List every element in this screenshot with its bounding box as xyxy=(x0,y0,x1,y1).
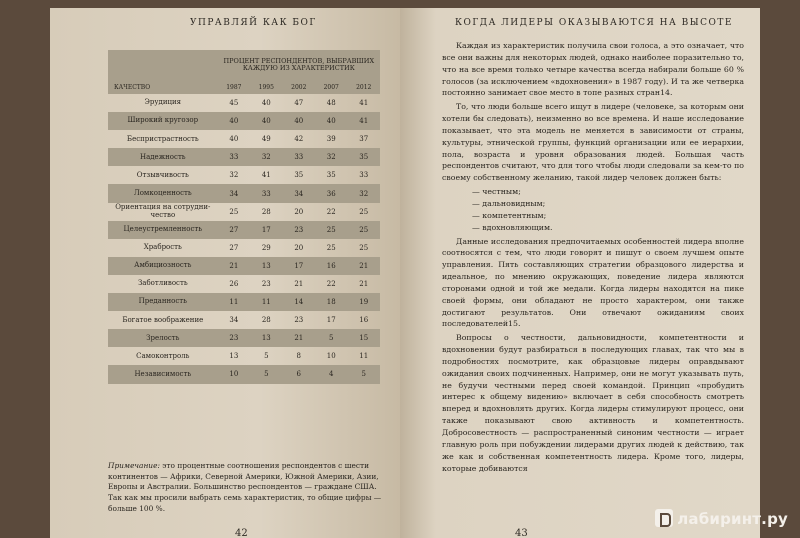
percent-cell: 22 xyxy=(326,279,336,288)
percent-cell: 25 xyxy=(315,221,347,239)
table-row xyxy=(108,347,380,365)
quality-name: Амбициозность xyxy=(108,257,218,275)
percent-cell: 23 xyxy=(261,279,271,288)
watermark-text: лабиринт.ру xyxy=(677,510,788,528)
survey-table xyxy=(108,50,380,384)
quality-name: Храбрость xyxy=(143,243,182,252)
table-row xyxy=(108,130,380,148)
percent-cell: 32 xyxy=(250,148,282,166)
year-header: 2007 xyxy=(315,80,347,94)
list-item: — компетентным; xyxy=(472,210,547,220)
percent-cell: 26 xyxy=(229,279,239,288)
quality-name: Самоконтроль xyxy=(136,351,190,360)
percent-cell: 40 xyxy=(218,112,250,130)
percent-cell: 13 xyxy=(250,329,282,347)
percent-cell: 16 xyxy=(359,316,369,325)
percent-cell: 35 xyxy=(347,148,380,166)
percent-cell: 40 xyxy=(261,99,271,108)
percent-cell: 36 xyxy=(315,184,347,202)
leader-qualities-list xyxy=(442,186,744,233)
percent-cell: 5 xyxy=(264,352,269,361)
quality-name: Заботливость xyxy=(137,279,188,288)
page-number-right: 43 xyxy=(515,528,528,538)
percent-cell: 10 xyxy=(218,365,250,383)
quality-name: Ориентация на сотрудни-чество xyxy=(115,203,211,219)
percent-cell: 37 xyxy=(359,135,369,144)
percent-cell: 28 xyxy=(261,316,271,325)
percent-cell: 25 xyxy=(229,207,239,216)
percent-cell: 6 xyxy=(283,365,315,383)
list-item: — вдохновляющим. xyxy=(472,222,553,232)
percent-cell: 40 xyxy=(229,135,239,144)
percent-cell: 33 xyxy=(283,148,315,166)
percent-cell: 49 xyxy=(261,135,271,144)
table-row xyxy=(108,221,380,239)
percent-cell: 17 xyxy=(326,316,336,325)
percent-cell: 34 xyxy=(229,316,239,325)
table-group-header: ПРОЦЕНТ РЕСПОНДЕНТОВ, ВЫБРАВШИХ КАЖДУЮ ИЗ ХАРАКТЕРИСТИК xyxy=(218,50,380,80)
survey-table-body xyxy=(108,94,380,384)
list-item: — честным; xyxy=(472,187,521,197)
percent-cell: 39 xyxy=(326,135,336,144)
quality-name: Отзывчивость xyxy=(136,170,189,179)
percent-cell: 32 xyxy=(315,148,347,166)
running-head-right: КОГДА ЛИДЕРЫ ОКАЗЫВАЮТСЯ НА ВЫСОТЕ xyxy=(455,18,733,28)
percent-cell: 41 xyxy=(347,112,380,130)
table-row xyxy=(108,112,380,130)
table-row xyxy=(108,203,380,221)
percent-cell: 35 xyxy=(326,171,336,180)
percent-cell: 13 xyxy=(250,257,282,275)
quality-name: Преданность xyxy=(108,293,218,311)
percent-cell: 33 xyxy=(218,148,250,166)
page-number-left: 42 xyxy=(235,528,248,538)
quality-name: Беспристрастность xyxy=(126,134,199,143)
paragraph: Данные исследования предпочитаемых особенностей лидера вполне соотносятся с тем, что люди говорят и пишут о своем лучшем опыте управления. Пять составляющих стратегии образцового лидерства и идеальное, по мнению окружающих, поведение лидера являются сторонами одной и той же медали. Когда лидеры находятся на пике своей формы, они обладают не просто характером, они также достигают результатов. Они отвечают ожиданиям своих последователей15. xyxy=(442,236,744,329)
table-row xyxy=(108,94,380,112)
table-row xyxy=(108,257,380,275)
percent-cell: 32 xyxy=(347,184,380,202)
percent-cell: 48 xyxy=(326,99,336,108)
percent-cell: 21 xyxy=(294,279,304,288)
percent-cell: 19 xyxy=(347,293,380,311)
table-row xyxy=(108,275,380,293)
percent-cell: 21 xyxy=(218,257,250,275)
year-header: 2002 xyxy=(283,80,315,94)
quality-name: Зрелость xyxy=(108,329,218,347)
percent-cell: 21 xyxy=(283,329,315,347)
right-page xyxy=(400,8,760,538)
quality-name: Эрудиция xyxy=(144,98,182,107)
percent-cell: 28 xyxy=(261,207,271,216)
percent-cell: 27 xyxy=(229,243,239,252)
quality-name: Надежность xyxy=(108,148,218,166)
table-row xyxy=(108,311,380,329)
percent-cell: 11 xyxy=(359,352,369,361)
percent-cell: 29 xyxy=(261,243,271,252)
percent-cell: 34 xyxy=(218,184,250,202)
percent-cell: 27 xyxy=(218,221,250,239)
percent-cell: 4 xyxy=(315,365,347,383)
percent-cell: 22 xyxy=(326,207,336,216)
quality-name: Богатое воображение xyxy=(122,315,204,324)
year-header: 2012 xyxy=(347,80,380,94)
percent-cell: 11 xyxy=(250,293,282,311)
percent-cell: 25 xyxy=(326,243,336,252)
table-row xyxy=(108,293,380,311)
percent-cell: 41 xyxy=(261,171,271,180)
quality-column-header: КАЧЕСТВО xyxy=(108,80,218,94)
percent-cell: 40 xyxy=(283,112,315,130)
percent-cell: 40 xyxy=(250,112,282,130)
percent-cell: 21 xyxy=(347,257,380,275)
percent-cell: 34 xyxy=(283,184,315,202)
quality-name: Независимость xyxy=(108,365,218,383)
running-head-left: УПРАВЛЯЙ КАК БОГ xyxy=(190,18,317,28)
paragraph: Вопросы о честности, дальновидности, компетентности и вдохновении будут разбираться в последующих главах, так что мы в подробностях посмотрите, как образцовые лидеры оправдывают ожидания своих подчиненных. Например, они не могут указывать путь, не будучи честными перед своей командой. Принцип «пробудить интерес к общему видению» включает в себя способность смотреть вперед и вдохновлять других. Когда лидеры стимулируют процесс, они также показывают свою активность и компетентность. Добросовестность — распространенный синоним честности — играет главную роль при побуждении лидерами других людей к действию, так же как и собственная компетентность лидера. Кроме того, лидеры, которые добиваются xyxy=(442,333,744,473)
body-text xyxy=(442,40,744,476)
percent-cell: 25 xyxy=(359,207,369,216)
table-row xyxy=(108,365,380,383)
percent-cell: 17 xyxy=(250,221,282,239)
percent-cell: 13 xyxy=(229,352,239,361)
percent-cell: 23 xyxy=(294,316,304,325)
percent-cell: 14 xyxy=(283,293,315,311)
percent-cell: 23 xyxy=(218,329,250,347)
table-row xyxy=(108,329,380,347)
table-row xyxy=(108,184,380,202)
percent-cell: 23 xyxy=(283,221,315,239)
percent-cell: 5 xyxy=(250,365,282,383)
percent-cell: 25 xyxy=(347,221,380,239)
percent-cell: 21 xyxy=(359,279,369,288)
percent-cell: 15 xyxy=(347,329,380,347)
table-note xyxy=(108,461,384,515)
percent-cell: 42 xyxy=(294,135,304,144)
quality-name: Широкий кругозор xyxy=(108,112,218,130)
note-label: Примечание: xyxy=(108,461,160,470)
labirint-logo-icon xyxy=(655,509,673,527)
percent-cell: 8 xyxy=(296,352,302,361)
percent-cell: 16 xyxy=(315,257,347,275)
percent-cell: 41 xyxy=(359,99,369,108)
percent-cell: 18 xyxy=(315,293,347,311)
paragraph: Каждая из характеристик получила свои голоса, а это означает, что все они важны для некоторых людей, однако наиболее поразительно то, что на все время только четыре качества всегда набирали больше 60 % голосов (за исключением «вдохновения» в 1987 году). И та же четверка постоянно занимает свое место в топе разных стран14. xyxy=(442,41,744,98)
year-header: 1995 xyxy=(250,80,282,94)
open-book xyxy=(40,0,770,538)
percent-cell: 17 xyxy=(283,257,315,275)
percent-cell: 25 xyxy=(359,243,369,252)
left-page xyxy=(50,8,400,538)
year-header: 1987 xyxy=(218,80,250,94)
quality-name: Ломкоценность xyxy=(108,184,218,202)
percent-cell: 35 xyxy=(294,171,304,180)
quality-name: Целеустремленность xyxy=(108,221,218,239)
percent-cell: 5 xyxy=(315,329,347,347)
percent-cell: 20 xyxy=(294,207,304,216)
table-row xyxy=(108,148,380,166)
percent-cell: 33 xyxy=(359,171,369,180)
table-row xyxy=(108,166,380,184)
table-row xyxy=(108,239,380,257)
percent-cell: 33 xyxy=(250,184,282,202)
note-text: это процентные соотношения респондентов с шести континентов — Африки, Северной Америки, Южной Америки, Азии, Европы и Австралии. Большинство респондентов — граждане США. Так как мы просили выбрать семь характеристик, то общие цифры — больше 100 %. xyxy=(108,461,382,513)
percent-cell: 40 xyxy=(315,112,347,130)
percent-cell: 5 xyxy=(347,365,380,383)
watermark xyxy=(655,509,788,528)
paragraph: То, что люди больше всего ищут в лидере (человеке, за которым они хотели бы следовать), неизменно во все времена. И наше исследование показывает, что эта модель не меняется в зависимости от страны, культуры, этнической группы, функций организации или ее иерархии, пола, возраста и уровня образования людей. Большая часть респондентов считают, что для того чтобы люди следовали за кем-то по своему собственному желанию, такой лидер человек должен быть: xyxy=(442,102,744,183)
percent-cell: 20 xyxy=(294,243,304,252)
percent-cell: 47 xyxy=(294,99,304,108)
percent-cell: 32 xyxy=(229,171,239,180)
percent-cell: 10 xyxy=(326,352,336,361)
percent-cell: 11 xyxy=(218,293,250,311)
percent-cell: 45 xyxy=(229,99,239,108)
list-item: — дальновидным; xyxy=(472,198,546,208)
